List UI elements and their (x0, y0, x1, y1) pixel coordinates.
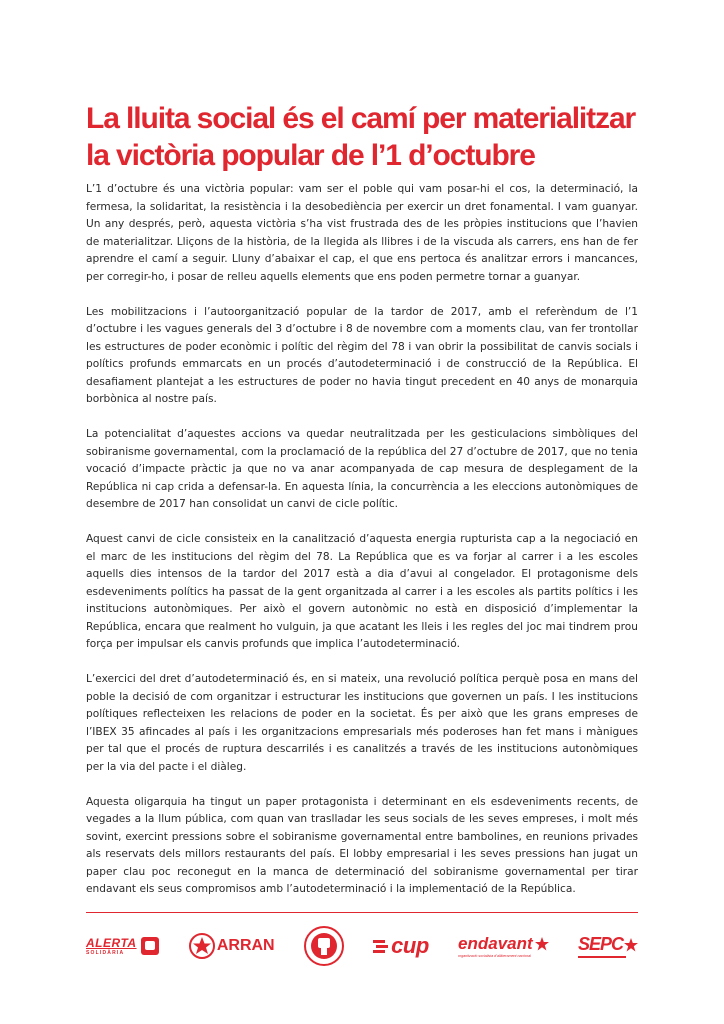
cup-logo-text: cup (391, 933, 429, 958)
endavant-logo (458, 934, 549, 958)
paragraph: Aquest canvi de cicle consisteix en la canalització d’aquesta energia rupturista cap a la negociació en el marc de les institucions del règim del 78. La República que es va forjar al carrer i a les escoles aquells dies intensos de la tardor del 2017 està a dia d’avui al congelador. El protagonisme dels esdeveniments polítics ha passat de la gent organitzada al carrer i a les escoles als partits polítics i les institucions autonòmiques. Per això el govern autonòmic no està en disposició d’implementar la República, encara que realment ho vulguin, ja que acatant les lleis i les regles del joc mai tindrem prou força per impulsar els canvis profunds que implica l’autodeterminació. (86, 533, 638, 650)
paragraph: L’1 d’octubre és una victòria popular: vam ser el poble qui vam posar-hi el cos, la determinació, la fermesa, la solidaritat, la resistència i la desobediència per exercir un dret fonamental. I vam guanyar. Un any després, però, aquesta victòria s’ha vist frustrada des de les pròpies institucions que l’havien de materialitzar. Lliçons de la història, de la llegida als llibres i de la viscuda als carrers, ens han de fer aprendre el camí a seguir. Lluny d’abaixar el cap, el que ens pertoca és analitzar errors i mancances, per corregir-ho, i posar de relleu aquells elements que ens poden permetre tornar a guanyar. (86, 183, 638, 283)
endavant-logo-text: endavant (458, 934, 533, 953)
fist-icon (140, 935, 160, 957)
article-body (86, 181, 638, 916)
sepc-subtitle-line (578, 956, 626, 958)
page-title (86, 100, 646, 174)
star-icon (535, 937, 549, 951)
title-line-1: La lluita social és el camí per materialitzar (86, 102, 636, 135)
footer-divider (86, 912, 638, 913)
paragraph: Les mobilitzacions i l’autoorganització popular de la tardor de 2017, amb el referèndum de l’1 d’octubre i les vagues generals del 3 d’octubre i 8 de novembre com a moments clau, van fer trontollar les estructures de poder econòmic i polític del règim del 78 i van obrir la possibilitat de canvis socials i polítics profunds emmarcats en un procés d’autodeterminació i de construcció de la República. El desafiament plantejat a les estructures de poder no havia tingut precedent en 40 anys de monarquia borbònica al nostre país. (86, 305, 638, 405)
arran-logo-text: ARRAN (216, 937, 275, 954)
sepc-logo (578, 934, 638, 958)
arran-logo (189, 933, 275, 959)
star-icon (189, 933, 215, 959)
footer-logos (86, 922, 638, 970)
paragraph: L’exercici del dret d’autodeterminació és, en si mateix, una revolució política perquè posa en mans del poble la decisió de com organitzar i estructurar les institucions que governen un país. I les institucions polítiques reflecteixen les relacions de poder en la societat. És per això que les grans empreses de l’IBEX 35 afincades al país i les organitzacions empresarials més poderoses han fet mans i mànigues per tal que el procés de ruptura descarrilés i es canalitzés a través de les institucions autonòmiques per la via del pacte i el diàleg. (86, 673, 638, 773)
cup-bars-icon (373, 938, 391, 954)
cup-logo (373, 933, 429, 959)
paragraph: La potencialitat d’aquestes accions va quedar neutralitzada per les gesticulacions simbòliques del sobiranisme governamental, com la proclamació de la república del 27 d’octubre de 2017, que no tenia vocació d’impacte pràctic ja que no va anar acompanyada de cap mesura de desplegament de la República ni cap crida a defensar-la. En aquesta línia, la concurrència a les eleccions autonòmiques de desembre de 2017 han consolidat un canvi de cicle polític. (86, 428, 638, 510)
alerta-logo-subtext: SOLIDÀRIA (86, 950, 125, 956)
alerta-solidaria-logo (86, 935, 160, 957)
alerta-logo-text: ALERTA (86, 936, 137, 950)
paragraph: Aquesta oligarquia ha tingut un paper protagonista i determinant en els esdeveniments recents, de vegades a la llum pública, com quan van traslladar les seus socials de les seves empreses, i molt més sovint, exercint pressions sobre el sobiranisme governamental entre bambolines, en reunions privades als reservats dels millors restaurants del país. El lobby empresarial i les seves pressions han jugat un paper clau poc reconegut en la manca de determinació del sobiranisme governamental per tirar endavant els seus compromisos amb l’autodeterminació i la implementació de la República. (86, 795, 638, 895)
raised-fist-emblem-icon (304, 926, 344, 966)
star-icon (624, 938, 638, 952)
sepc-logo-text: SEPC (577, 934, 623, 954)
circular-emblem-logo (304, 926, 344, 966)
title-line-2: la victòria popular de l’1 d’octubre (86, 139, 535, 172)
endavant-logo-subtext: organització socialista d’alliberament nacional (458, 954, 531, 958)
